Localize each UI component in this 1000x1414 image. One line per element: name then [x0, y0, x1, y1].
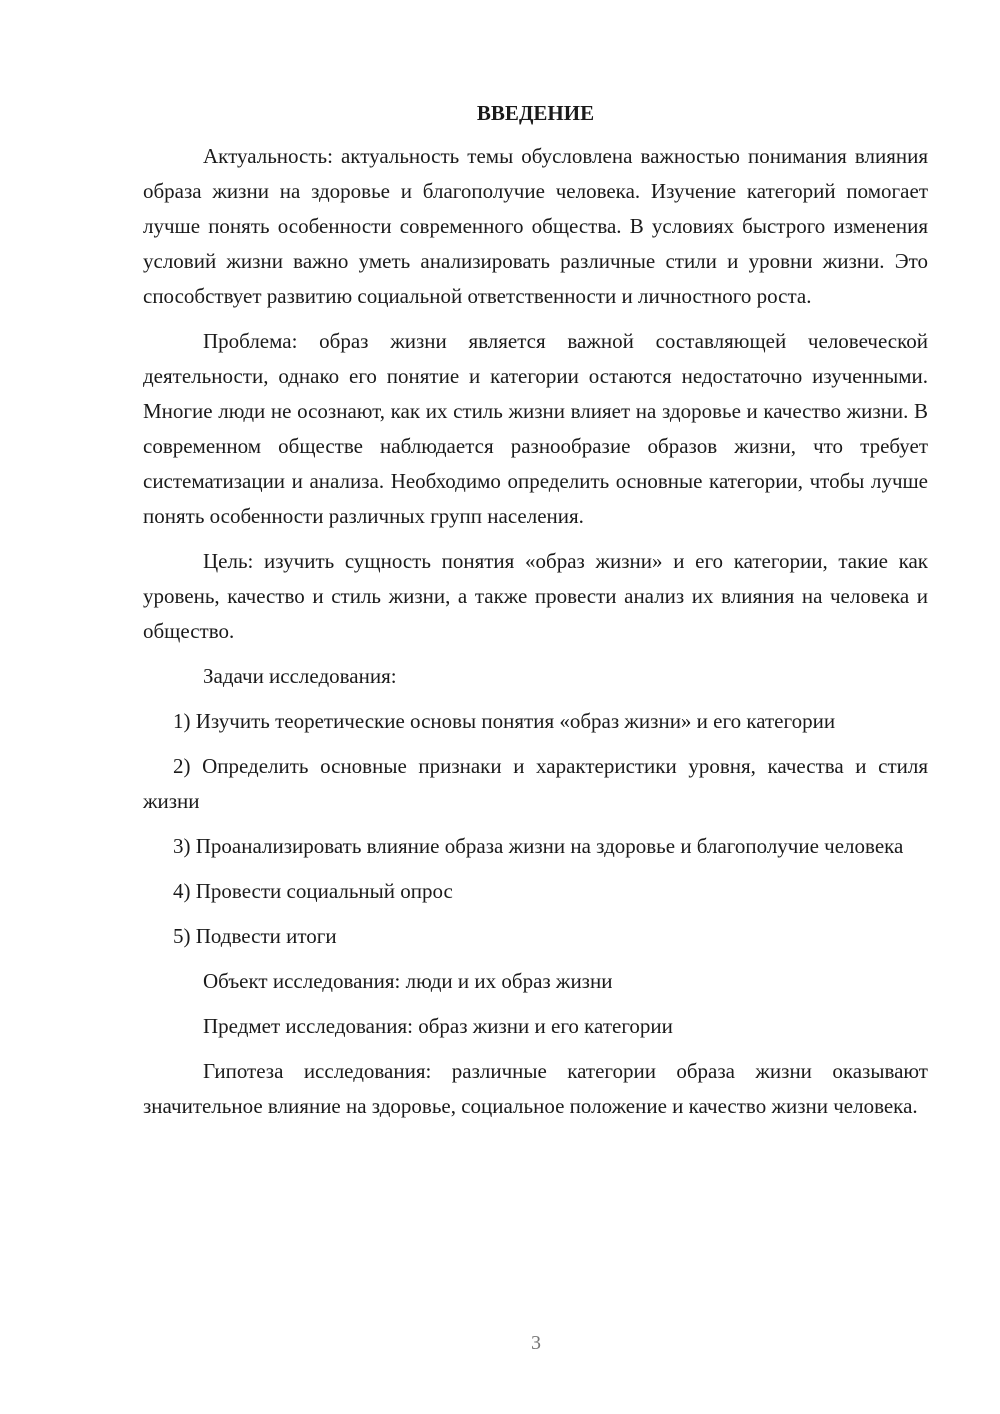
task-item: 3) Проанализировать влияние образа жизни на здоровье и благополучие человека	[173, 834, 904, 858]
research-hypothesis: Гипотеза исследования: различные категории образа жизни оказывают значительное влияние на здоровье, социальное положение и качество жизни человека.	[143, 1059, 928, 1118]
problem-paragraph: Проблема: образ жизни является важной составляющей человеческой деятельности, однако его понятие и категории остаются недостаточно изученными. Многие люди не осознают, как их стиль жизни влияет на здоровье и качество жизни. В современном обществе наблюдается разнообразие образов жизни, что требует систематизации и анализа. Необходимо определить основные категории, чтобы лучше понять особенности различных групп населения.	[143, 329, 928, 528]
goal-paragraph: Цель: изучить сущность понятия «образ жизни» и его категории, такие как уровень, качество и стиль жизни, а также провести анализ их влияния на человека и общество.	[143, 549, 928, 643]
research-subject: Предмет исследования: образ жизни и его категории	[203, 1014, 673, 1038]
research-object: Объект исследования: люди и их образ жизни	[203, 969, 613, 993]
page-content	[143, 96, 928, 1134]
tasks-title: Задачи исследования:	[203, 664, 397, 688]
task-item: 5) Подвести итоги	[173, 924, 337, 948]
relevance-paragraph: Актуальность: актуальность темы обусловлена важностью понимания влияния образа жизни на здоровье и благополучие человека. Изучение категорий помогает лучше понять особенности современного общества. В условиях быстрого изменения условий жизни важно уметь анализировать различные стили и уровни жизни. Это способствует развитию социальной ответственности и личностного роста.	[143, 144, 928, 308]
section-heading: ВВЕДЕНИЕ	[476, 101, 595, 125]
task-item: 1) Изучить теоретические основы понятия «образ жизни» и его категории	[173, 709, 836, 733]
task-item: 4) Провести социальный опрос	[173, 879, 453, 903]
page-number: 3	[531, 1332, 541, 1354]
task-item: 2) Определить основные признаки и характеристики уровня, качества и стиля жизни	[143, 754, 928, 813]
